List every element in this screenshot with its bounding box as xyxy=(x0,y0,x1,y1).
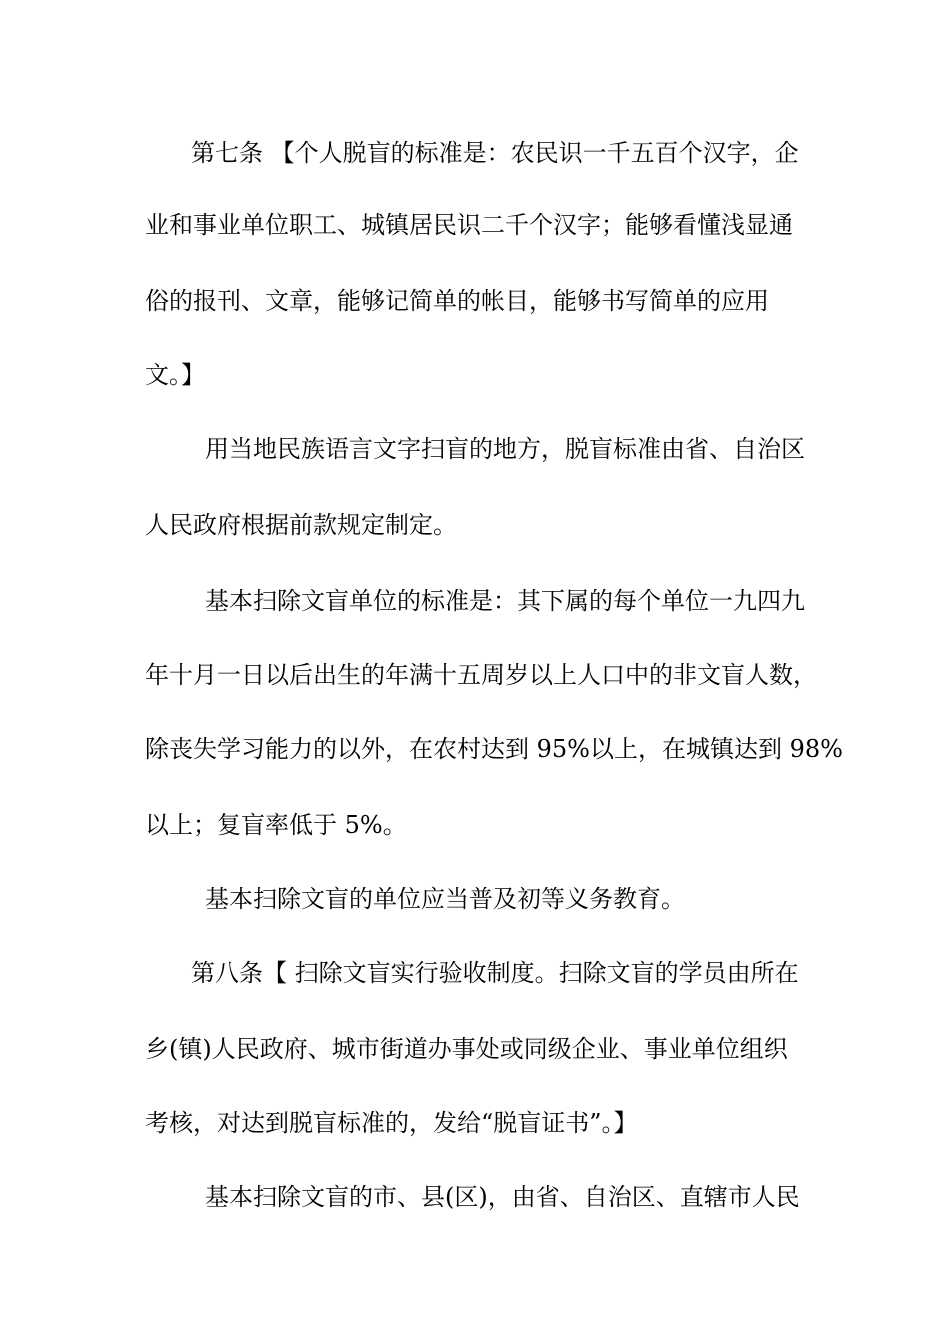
text-line-10: 以上；复盲率低于 5%。 xyxy=(145,811,407,839)
text-line-1: 第七条 【个人脱盲的标准是：农民识一千五百个汉字，企 xyxy=(191,139,799,167)
text-line-9: 除丧失学习能力的以外，在农村达到 95%以上，在城镇达到 98% xyxy=(145,735,843,763)
text-line-5: 用当地民族语言文字扫盲的地方，脱盲标准由省、自治区 xyxy=(205,435,805,463)
text-line-15: 基本扫除文盲的市、县(区)，由省、自治区、直辖市人民 xyxy=(205,1183,800,1211)
text-line-12: 第八条【 扫除文盲实行验收制度。扫除文盲的学员由所在 xyxy=(191,959,799,987)
text-line-3: 俗的报刊、文章，能够记简单的帐目，能够书写简单的应用 xyxy=(145,287,769,315)
text-line-11: 基本扫除文盲的单位应当普及初等义务教育。 xyxy=(205,885,685,913)
text-line-14: 考核，对达到脱盲标准的，发给“脱盲证书”。】 xyxy=(145,1109,638,1137)
text-line-7: 基本扫除文盲单位的标准是：其下属的每个单位一九四九 xyxy=(205,587,805,615)
text-line-6: 人民政府根据前款规定制定。 xyxy=(145,511,457,539)
text-line-4: 文。】 xyxy=(145,361,205,389)
text-line-2: 业和事业单位职工、城镇居民识二千个汉字；能够看懂浅显通 xyxy=(145,211,793,239)
text-line-13: 乡(镇)人民政府、城市街道办事处或同级企业、事业单位组织 xyxy=(145,1035,788,1063)
text-line-8: 年十月一日以后出生的年满十五周岁以上人口中的非文盲人数， xyxy=(145,661,817,689)
